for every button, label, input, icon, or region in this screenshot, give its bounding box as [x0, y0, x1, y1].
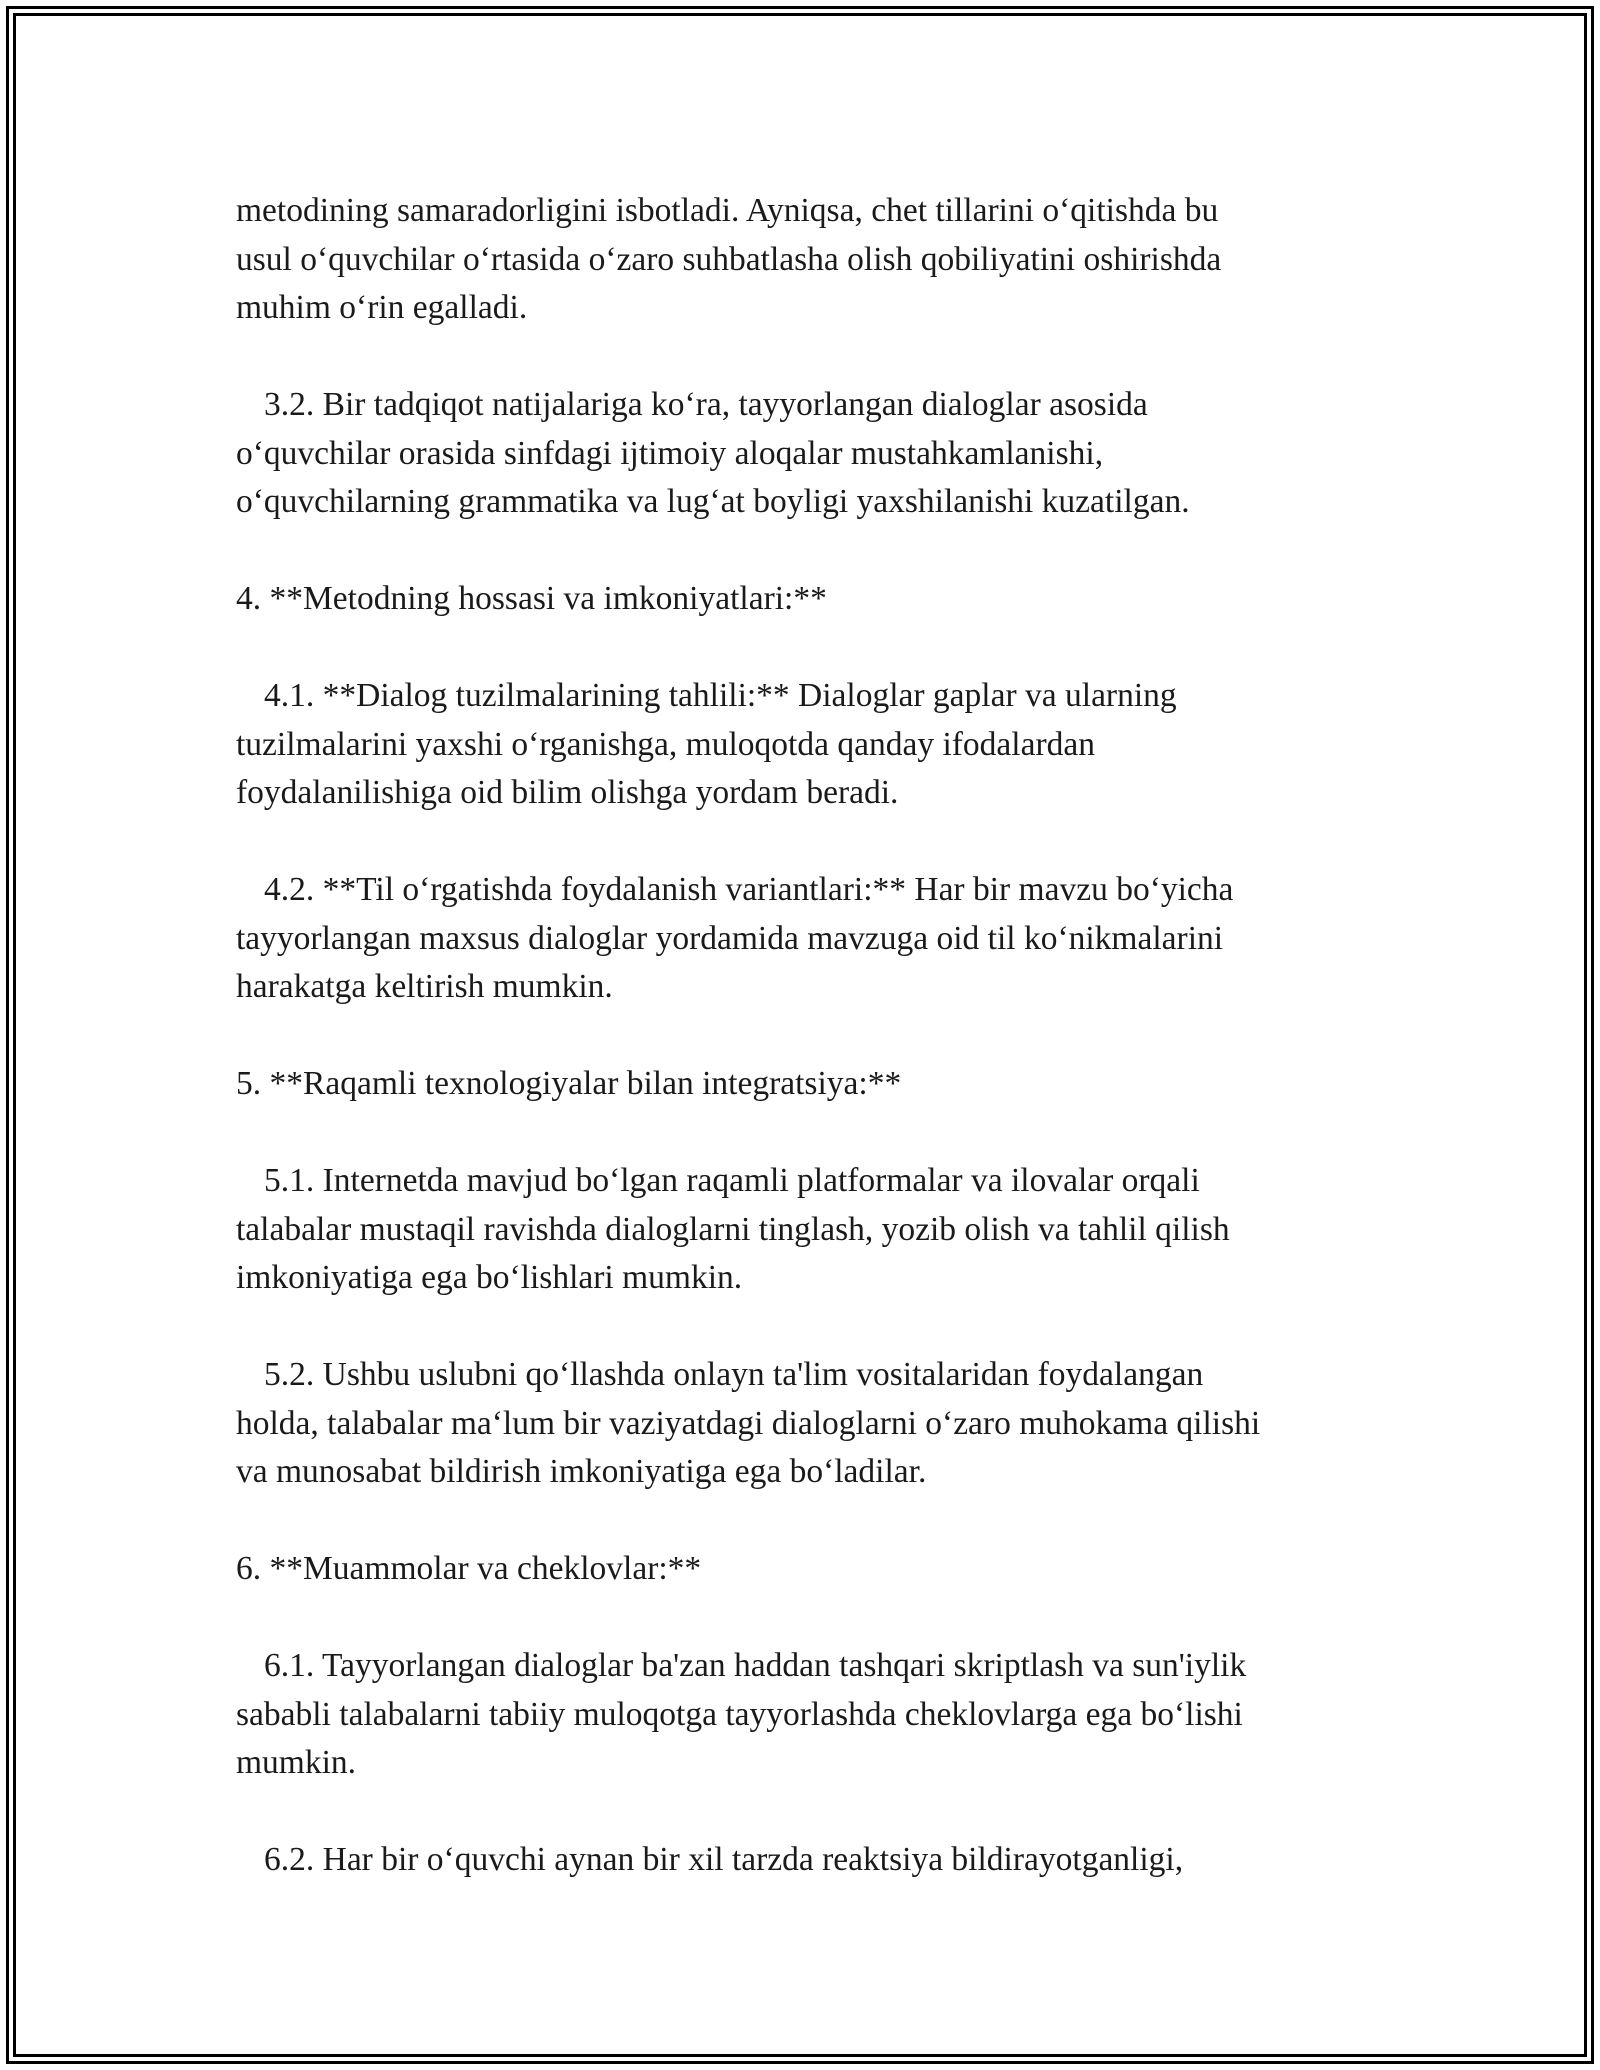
text-line: metodining samaradorligini isbotladi. Ayniqsa, chet tillarini oʻqitishda bu — [236, 192, 1219, 229]
text-line: 5.1. Internetda mavjud boʻlgan raqamli platformalar va ilovalar orqali — [264, 1162, 1200, 1199]
text-line: tayyorlangan maxsus dialoglar yordamida mavzuga oid til koʻnikmalarini — [236, 919, 1224, 957]
text-line: sababli talabalarni tabiiy muloqotga tayyorlashda cheklovlarga ega boʻlishi — [236, 1695, 1243, 1733]
text-line: 5.2. Ushbu uslubni qoʻllashda onlayn ta'lim vositalaridan foydalangan — [264, 1356, 1204, 1393]
document-body — [236, 187, 1416, 1885]
text-line: 4.1. **Dialog tuzilmalarining tahlili:** Dialoglar gaplar va ularning — [264, 677, 1177, 714]
section-heading-6 — [236, 1545, 1416, 1594]
text-line: harakatga keltirish mumkin. — [236, 968, 613, 1005]
paragraph-6-1 — [236, 1642, 1416, 1788]
text-line: 6.1. Tayyorlangan dialoglar ba'zan haddan tashqari skriptlash va sun'iylik — [264, 1647, 1247, 1684]
text-line: tuzilmalarini yaxshi oʻrganishga, muloqotda qanday ifodalardan — [236, 725, 1095, 763]
section-heading-4 — [236, 575, 1416, 624]
text-line: 4.2. **Til oʻrgatishda foydalanish variantlari:** Har bir mavzu boʻyicha — [264, 871, 1234, 908]
paragraph-5-2 — [236, 1351, 1416, 1497]
paragraph-5-1 — [236, 1157, 1416, 1303]
text-line: va munosabat bildirish imkoniyatiga ega boʻladilar. — [236, 1453, 927, 1490]
text-line: muhim oʻrin egalladi. — [236, 289, 528, 326]
paragraph-4-1 — [236, 672, 1416, 818]
text-line: 5. **Raqamli texnologiyalar bilan integratsiya:** — [236, 1065, 902, 1102]
text-line: usul oʻquvchilar oʻrtasida oʻzaro suhbatlasha olish qobiliyatini oshirishda — [236, 240, 1222, 278]
text-line: 6.2. Har bir oʻquvchi aynan bir xil tarzda reaktsiya bildirayotganligi, — [264, 1841, 1184, 1878]
paragraph-3-2 — [236, 381, 1416, 527]
text-line: 4. **Metodning hossasi va imkoniyatlari:** — [236, 580, 827, 617]
paragraph-4-2 — [236, 866, 1416, 1012]
paragraph-6-2 — [236, 1836, 1416, 1885]
text-line: imkoniyatiga ega boʻlishlari mumkin. — [236, 1259, 743, 1296]
text-line: holda, talabalar maʻlum bir vaziyatdagi dialoglarni oʻzaro muhokama qilishi — [236, 1404, 1261, 1442]
text-line: 3.2. Bir tadqiqot natijalariga koʻra, tayyorlangan dialoglar asosida — [264, 386, 1148, 423]
text-line: talabalar mustaqil ravishda dialoglarni tinglash, yozib olish va tahlil qilish — [236, 1210, 1230, 1248]
text-line: oʻquvchilar orasida sinfdagi ijtimoiy aloqalar mustahkamlanishi, — [236, 434, 1104, 472]
text-line: foydalanilishiga oid bilim olishga yordam beradi. — [236, 774, 899, 811]
paragraph-continuation — [236, 187, 1416, 333]
section-heading-5 — [236, 1060, 1416, 1109]
text-line: oʻquvchilarning grammatika va lugʻat boyligi yaxshilanishi kuzatilgan. — [236, 483, 1190, 520]
text-line: mumkin. — [236, 1744, 357, 1781]
text-line: 6. **Muammolar va cheklovlar:** — [236, 1550, 702, 1587]
